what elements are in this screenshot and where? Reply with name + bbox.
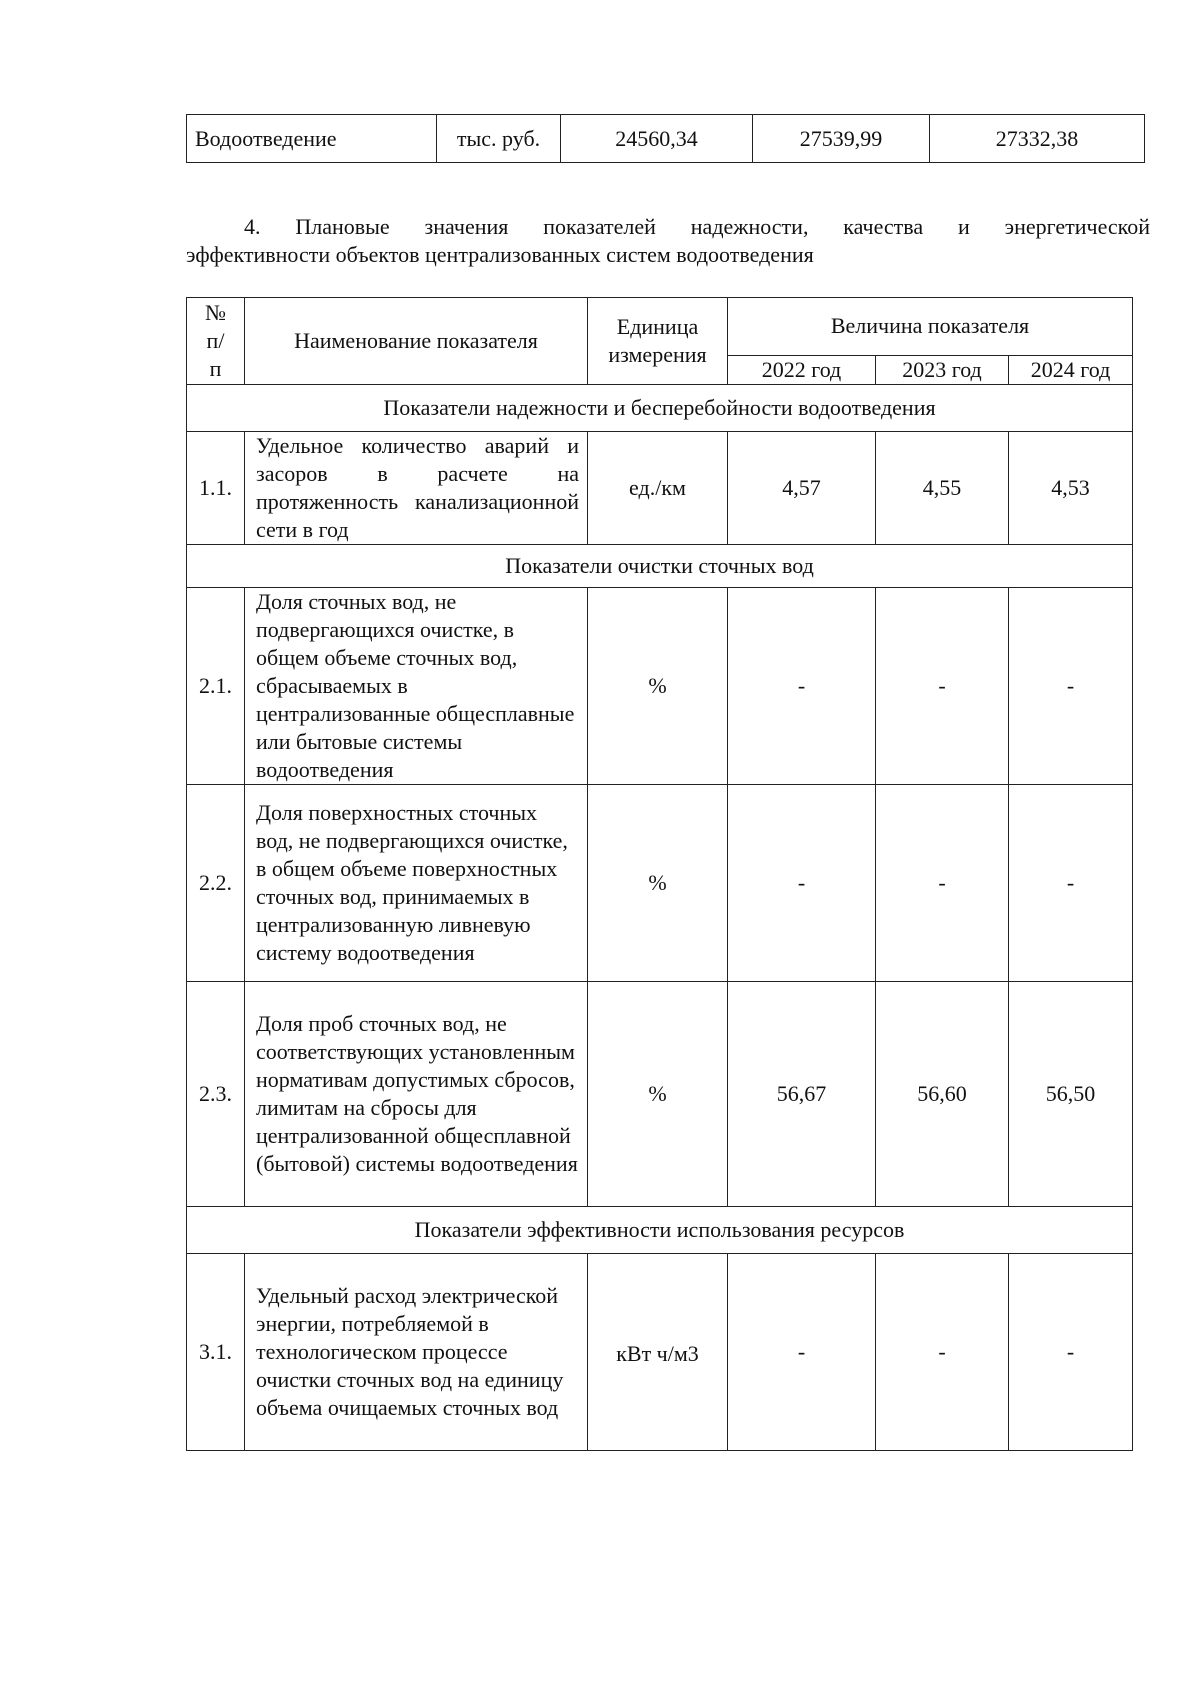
header-row [187,298,1133,356]
table-row [187,1254,1133,1451]
table-row [187,115,1145,163]
row-unit: тыс. руб. [437,115,561,163]
row-value: 27539,99 [753,115,930,163]
table-row [187,982,1133,1207]
row-value: - [876,588,1009,785]
table-row [187,432,1133,545]
row-unit: % [588,982,728,1207]
header-year: 2023 год [876,355,1009,384]
row-value: 4,55 [876,432,1009,545]
row-value: - [728,785,876,982]
section-row [187,545,1133,588]
row-value: 24560,34 [561,115,753,163]
row-value: - [728,1254,876,1451]
row-unit: % [588,588,728,785]
row-value: 27332,38 [930,115,1145,163]
row-value: - [1009,1254,1133,1451]
row-value: - [1009,588,1133,785]
header-name: Наименование показателя [245,298,588,385]
heading-line-1: 4. Плановые значения показателей надежности, качества и энергетической [244,214,1150,239]
section-row [187,1207,1133,1254]
row-name: Доля поверхностных сточных вод, не подвергающихся очистке, в общем объеме поверхностных сточных вод, принимаемых в централизованную ливневую систему водоотведения [245,785,588,982]
section-row [187,385,1133,432]
heading-line-2: эффективности объектов централизованных систем водоотведения [186,242,814,267]
header-value-group: Величина показателя [728,298,1133,356]
row-value: - [728,588,876,785]
section-title: Показатели очистки сточных вод [187,545,1133,588]
row-value: 56,50 [1009,982,1133,1207]
indicators-table [186,297,1133,1451]
row-value: - [876,1254,1009,1451]
row-num: 2.2. [187,785,245,982]
section-heading [186,213,1150,269]
row-value: 4,53 [1009,432,1133,545]
row-num: 3.1. [187,1254,245,1451]
row-unit: ед./км [588,432,728,545]
section-title: Показатели надежности и бесперебойности водоотведения [187,385,1133,432]
row-value: 4,57 [728,432,876,545]
row-value: - [876,785,1009,982]
row-name: Водоотведение [187,115,437,163]
section-title: Показатели эффективности использования ресурсов [187,1207,1133,1254]
row-name: Удельное количество аварий и засоров в расчете на протяженность канализационной сети в год [245,432,588,545]
row-num: 2.1. [187,588,245,785]
row-name: Доля проб сточных вод, не соответствующих установленным нормативам допустимых сбросов, лимитам на сбросы для централизованной общесплавной (бытовой) системы водоотведения [245,982,588,1207]
table-row [187,588,1133,785]
table-row [187,785,1133,982]
header-year: 2024 год [1009,355,1133,384]
row-num: 1.1. [187,432,245,545]
row-value: 56,67 [728,982,876,1207]
row-unit: % [588,785,728,982]
row-num: 2.3. [187,982,245,1207]
header-num: № п/п [187,298,245,385]
row-name: Удельный расход электрической энергии, потребляемой в технологическом процессе очистки сточных вод на единицу объема очищаемых сточных вод [245,1254,588,1451]
header-unit: Единица измерения [588,298,728,385]
row-value: 56,60 [876,982,1009,1207]
header-year: 2022 год [728,355,876,384]
row-unit: кВт ч/м3 [588,1254,728,1451]
tariff-table [186,114,1145,163]
row-value: - [1009,785,1133,982]
row-name: Доля сточных вод, не подвергающихся очистке, в общем объеме сточных вод, сбрасываемых в централизованные общесплавные или бытовые системы водоотведения [245,588,588,785]
